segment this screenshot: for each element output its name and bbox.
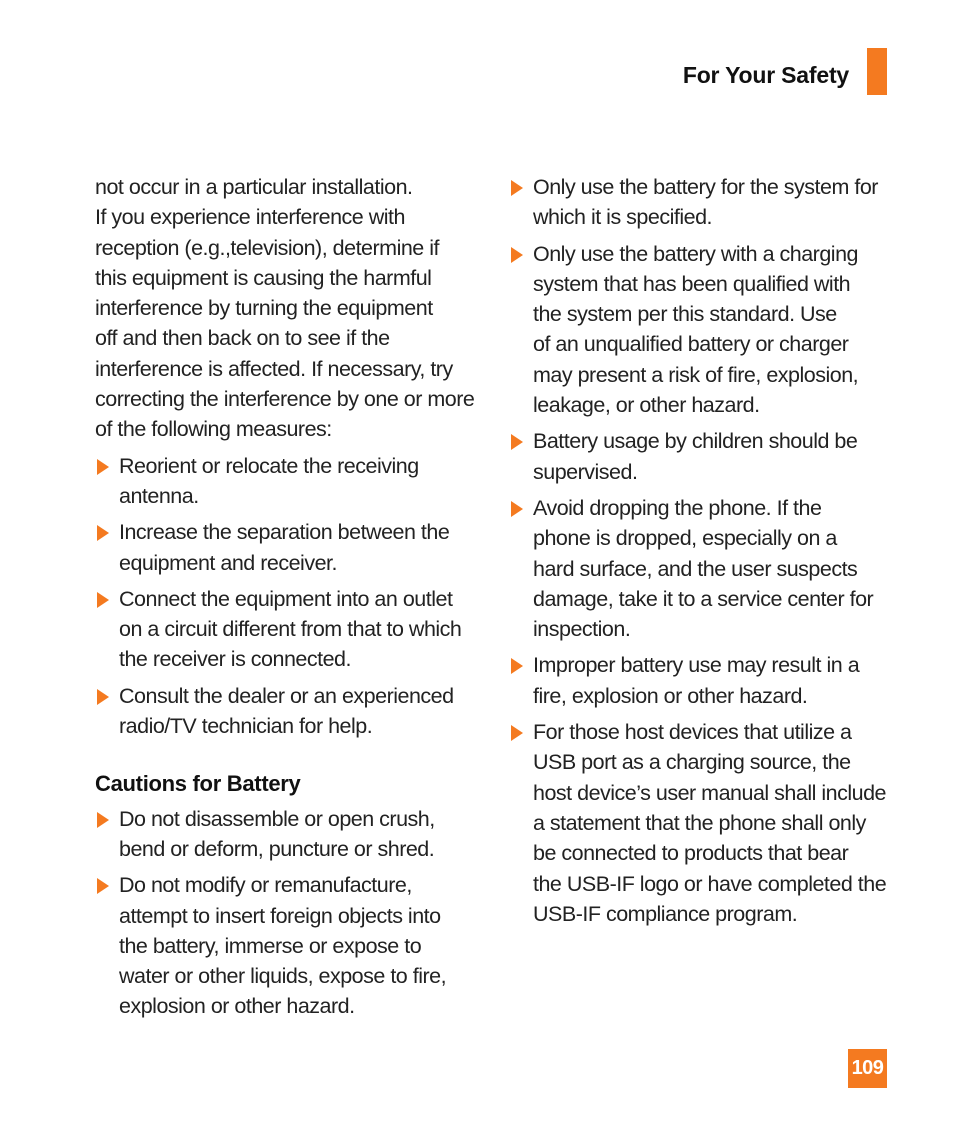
page-header-title: For Your Safety (682, 62, 849, 88)
bullet-line: For those host devices that utilize a (533, 720, 852, 745)
bullet-line: Do not modify or remanufacture, (119, 873, 412, 898)
bullet-arrow-icon (511, 501, 523, 517)
intro-line: this equipment is causing the harmful (95, 265, 432, 290)
intro-line: not occur in a particular installation. (95, 175, 413, 199)
battery-item (509, 717, 885, 929)
bullet-line: system that has been qualified with (533, 271, 851, 296)
bullet-line: supervised. (533, 459, 638, 484)
bullet-arrow-icon (511, 658, 523, 674)
intro-line: correcting the interference by one or more (95, 387, 475, 412)
bullet-line: Consult the dealer or an experienced (119, 683, 454, 708)
bullet-line: a statement that the phone shall only (533, 810, 866, 835)
right-column (509, 172, 885, 935)
bullet-line: USB port as a charging source, the (533, 750, 851, 775)
bullet-line: on a circuit different from that to which (119, 617, 462, 642)
bullet-line: Only use the battery for the system for (533, 175, 878, 199)
caution-item (95, 870, 475, 1021)
battery-item (509, 650, 885, 711)
intro-line: off and then back on to see if the (95, 326, 390, 351)
bullet-line: Avoid dropping the phone. If the (533, 495, 822, 520)
measure-item (95, 584, 475, 675)
bullet-line: the battery, immerse or expose to (119, 933, 422, 958)
battery-item (509, 426, 885, 487)
bullet-line: Connect the equipment into an outlet (119, 586, 453, 611)
header-accent-bar (867, 48, 887, 95)
bullet-arrow-icon (97, 592, 109, 608)
bullet-line: hard surface, and the user suspects (533, 556, 858, 581)
intro-line: reception (e.g.,television), determine if (95, 235, 439, 260)
bullet-line: water or other liquids, expose to fire, (119, 964, 447, 989)
caution-item (95, 804, 475, 865)
intro-line: of the following measures: (95, 417, 332, 442)
bullet-line: host device’s user manual shall include (533, 780, 886, 805)
intro-line: If you experience interference with (95, 205, 405, 230)
intro-paragraph (95, 172, 475, 445)
bullet-arrow-icon (97, 812, 109, 828)
measure-item (95, 451, 475, 512)
bullet-line: Battery usage by children should be (533, 429, 858, 454)
bullet-arrow-icon (97, 878, 109, 894)
bullet-line: explosion or other hazard. (119, 994, 355, 1019)
intro-line: interference by turning the equipment (95, 296, 433, 321)
battery-item (509, 493, 885, 644)
intro-line: interference is affected. If necessary, try (95, 356, 453, 381)
bullet-line: USB-IF compliance program. (533, 901, 798, 926)
bullet-line: radio/TV technician for help. (119, 714, 373, 739)
bullet-arrow-icon (511, 434, 523, 450)
bullet-arrow-icon (97, 689, 109, 705)
bullet-line: antenna. (119, 483, 199, 508)
bullet-line: fire, explosion or other hazard. (533, 683, 808, 708)
bullet-line: inspection. (533, 617, 631, 642)
measure-item (95, 517, 475, 578)
bullet-line: bend or deform, puncture or shred. (119, 836, 435, 861)
bullet-line: Do not disassemble or open crush, (119, 806, 435, 831)
bullet-line: may present a risk of fire, explosion, (533, 362, 859, 387)
bullet-arrow-icon (97, 459, 109, 475)
bullet-line: the receiver is connected. (119, 647, 351, 672)
battery-item (509, 239, 885, 421)
page-number: 109 (848, 1049, 887, 1088)
bullet-line: the system per this standard. Use (533, 302, 837, 327)
bullet-line: phone is dropped, especially on a (533, 526, 837, 551)
bullet-line: leakage, or other hazard. (533, 393, 760, 418)
bullet-line: equipment and receiver. (119, 550, 337, 575)
bullet-arrow-icon (511, 725, 523, 741)
bullet-line: the USB-IF logo or have completed the (533, 871, 887, 896)
measure-item (95, 681, 475, 742)
bullet-arrow-icon (511, 180, 523, 196)
bullet-line: Reorient or relocate the receiving (119, 453, 419, 478)
bullet-line: which it is specified. (533, 205, 712, 230)
bullet-line: Increase the separation between the (119, 520, 450, 545)
left-column (95, 172, 475, 1028)
bullet-arrow-icon (511, 247, 523, 263)
bullet-line: Only use the battery with a charging (533, 241, 858, 266)
bullet-line: be connected to products that bear (533, 841, 849, 866)
battery-item (509, 172, 885, 233)
section-heading: Cautions for Battery (95, 771, 301, 797)
bullet-line: damage, take it to a service center for (533, 586, 874, 611)
bullet-arrow-icon (97, 525, 109, 541)
bullet-line: of an unqualified battery or charger (533, 332, 849, 357)
bullet-line: Improper battery use may result in a (533, 653, 860, 678)
bullet-line: attempt to insert foreign objects into (119, 903, 441, 928)
